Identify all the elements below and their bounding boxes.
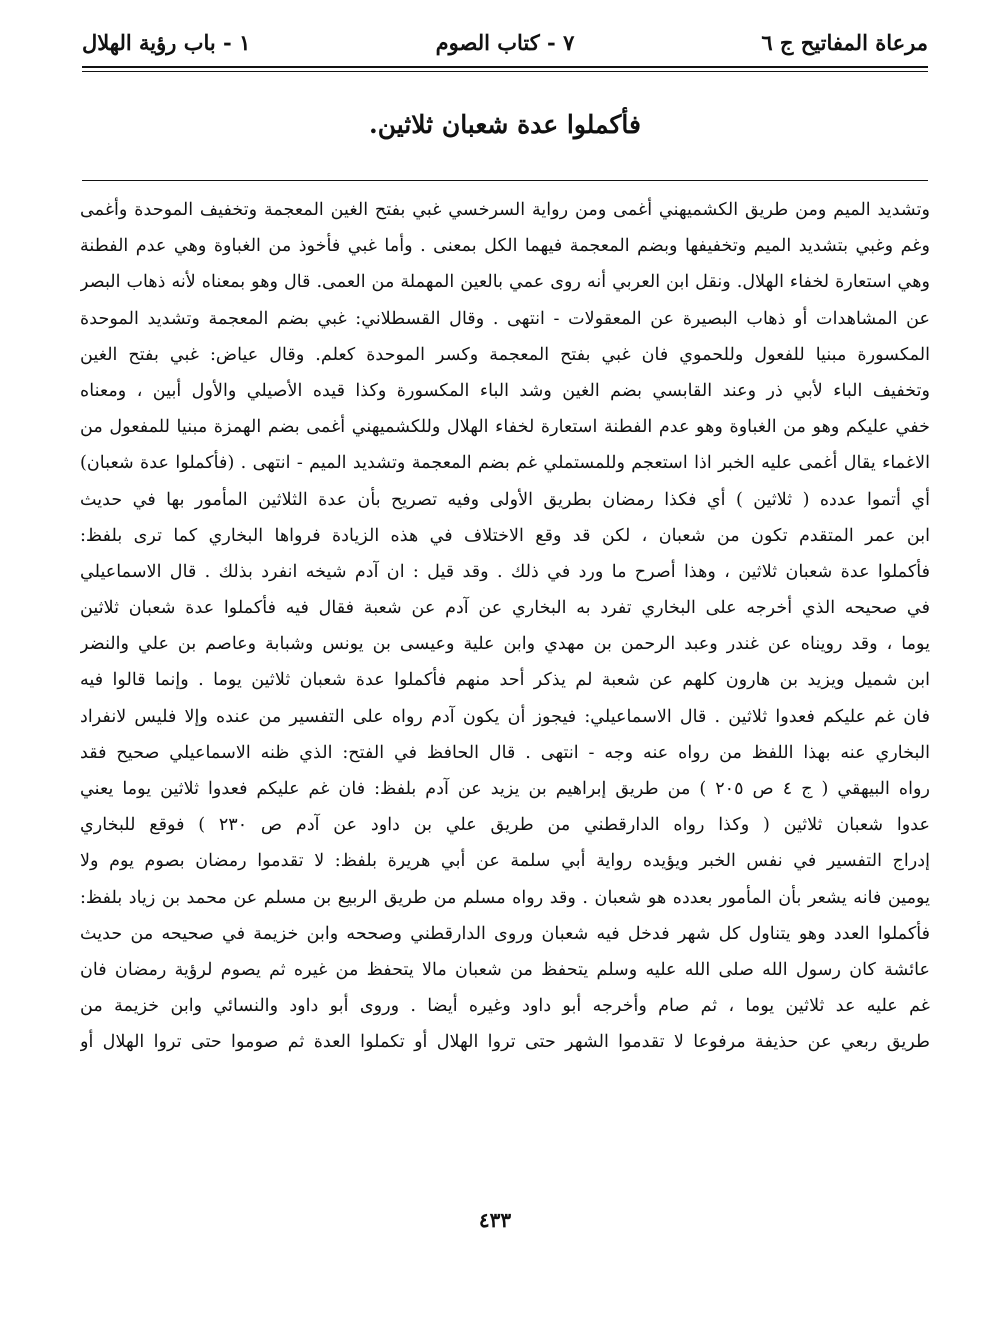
text-line: عائشة كان رسول الله صلى الله عليه وسلم يتحفظ من شعبان مالا يتحفظ من غيره ثم يصوم لرؤية رمضان فان [80, 959, 930, 980]
header-rule-thin [82, 71, 928, 72]
text-line: وتشديد الميم ومن طريق الكشميهني أغمى ومن رواية السرخسي غبي بفتح الغين المعجمة وتخفيف الموحدة وأغمى [80, 200, 930, 220]
text-line: عن المشاهدات أو ذهاب البصيرة عن المعقولات - انتهى . وقال القسطلاني: غبي بضم المعجمة وتشديد الموحدة [80, 308, 930, 329]
text-line: غم عليه عد ثلاثين يوما ، ثم صام وأخرجه أبو داود وغيره أيضا . وروى أبو داود والنسائي وابن خزيمة من [80, 996, 930, 1017]
text-line: وتخفيف الباء لأبي ذر وعند القابسي بضم الغين وشد الباء المكسورة وكذا قيده الأصيلي والأول أبين ، ومعناه [80, 380, 930, 401]
text-line: إدراج التفسير في نفس الخبر ويؤيده رواية أبي سلمة عن أبي هريرة بلفظ: لا تقدموا رمضان بصوم يوم ولا [80, 851, 930, 872]
text-line: أي أتموا عدده ( ثلاثين ) أي فكذا رمضان بطريق الأولى وفيه تصريح بأن عدة الثلاثين المأمور بها في حديث [80, 489, 930, 510]
running-header [82, 30, 928, 60]
text-line: رواه البيهقي ( ج ٤ ص ٢٠٥ ) من طريق إبراهيم بن يزيد عن آدم بلفظ: فان غم عليكم فعدوا ثلاثين يوما يعني [80, 779, 930, 799]
commentary-body [80, 192, 930, 1061]
text-line: وهي استعارة لخفاء الهلال. ونقل ابن العربي أنه روى عمي بالعين المهملة من العمى. قال وهو بمعناه لأنه ذهاب البصر [80, 272, 930, 293]
text-line: فان غم عليكم فعدوا ثلاثين . قال الاسماعيلي: فيجوز أن يكون آدم رواه على التفسير من عنده وإلا فليس لانفراد [80, 706, 930, 727]
text-line: عدوا شعبان ثلاثين ( وكذا رواه الدارقطني من طريق علي بن داود عن آدم ص ٢٣٠ ) فوقع للبخاري [80, 815, 930, 836]
text-line: طريق ربعي عن حذيفة مرفوعا لا تقدموا الشهر حتى تروا الهلال أو تكملوا العدة ثم صوموا حتى تروا الهلال أو [80, 1032, 930, 1053]
text-line: البخاري عنه بهذا اللفظ من رواه عنه وجه - انتهى . قال الحافظ في الفتح: الذي ظنه الاسماعيلي صحيح فقد [80, 742, 930, 763]
text-line: في صحيحه الذي أخرجه على البخاري تفرد به البخاري عن آدم عن شعبة فقال فيه فأكملوا عدة شعبان ثلاثين [80, 598, 930, 619]
text-line: فأكملوا العدد وهو يتناول كل شهر فدخل فيه شعبان وروى الدارقطني وصححه وابن خزيمة في صحيحه من حديث [80, 923, 930, 944]
book-title: مرعاة المفاتيح ج ٦ [761, 30, 928, 55]
text-line: الاغماء يقال أغمى عليه الخبر اذا استعجم وللمستملي غم بضم المعجمة وتشديد الميم - انتهى . (فأكملوا عدة شعبان) [80, 453, 930, 474]
text-line: يوما ، وقد رويناه عن غندر وعبد الرحمن بن مهدي وابن علية وعيسى بن يونس وشبابة وعاصم بن علي والنضر [80, 634, 930, 655]
separator-rule [82, 180, 928, 181]
page-number: ٤٣٣ [478, 1208, 512, 1232]
text-line: فأكملوا عدة شعبان ثلاثين ، وهذا أصرح ما ورد في ذلك . وقد قيل : ان آدم شيخه انفرد بذلك . قال الاسماعيلي [80, 561, 930, 582]
text-line: ابن عمر المتقدم تكون من شعبان ، لكن قد وقع الاختلاف في هذه الزيادة فرواها البخاري كما ترى بلفظ: [80, 525, 930, 546]
header-rule [82, 66, 928, 68]
text-line: يومين فانه يشعر بأن المأمور بعدده هو شعبان . وقد رواه مسلم من طريق الربيع بن مسلم عن محمد بن زياد بلفظ: [80, 887, 930, 908]
text-line: ابن شميل ويزيد بن هارون كلهم عن شعبة لم يذكر أحد منهم فأكملوا عدة شعبان ثلاثين يوما . وإنما قالوا فيه [80, 670, 930, 691]
text-line: وغم وغبي بتشديد الميم وتخفيفها وبضم المعجمة فيهما الكل بمعنى . وأما غبي فأخوذ من الغباوة وهي عدم الفطنة [80, 236, 930, 257]
chapter-title: ٧ - كتاب الصوم [435, 30, 575, 55]
text-line: خفي عليكم وهو من الغباوة وهو عدم الفطنة استعارة لخفاء الهلال وللكشميهني أغمى بضم الهمزة مبنيا للمفعول من [80, 417, 930, 438]
hadith-text: فأكملوا عدة شعبان ثلاثين. [369, 110, 641, 139]
text-line: المكسورة مبنيا للفعول وللحموي فان غبي بفتح المعجمة وكسر الموحدة كعلم. وقال عياض: غبي بفتح الغين [80, 344, 930, 365]
section-title: ١ - باب رؤية الهلال [82, 30, 251, 55]
